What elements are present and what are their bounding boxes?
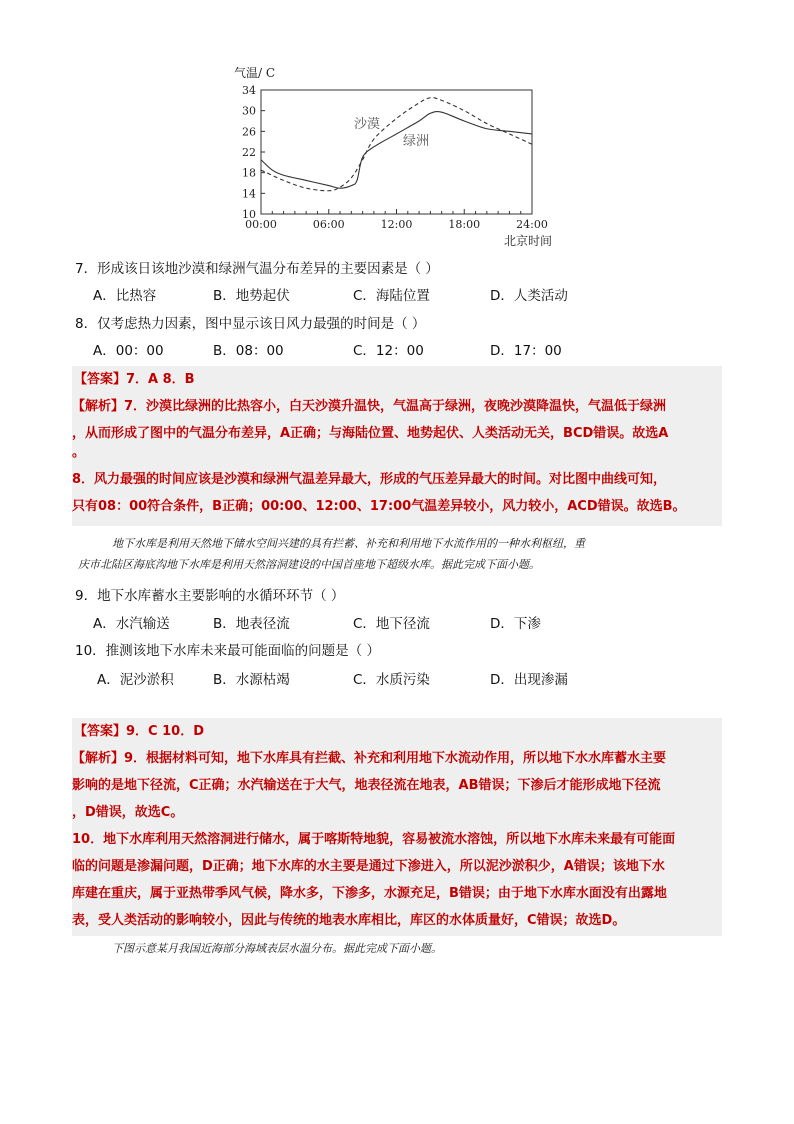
q10-option-a[interactable]: A．泥沙淤积 (97, 672, 174, 688)
temperature-chart (228, 60, 568, 255)
q8-option-b[interactable]: B．08：00 (213, 343, 284, 359)
analysis-line: 临的问题是渗漏问题，D正确；地下水库的水主要是通过下渗进入，所以泥沙淤积少，A错误；该地下水 (72, 859, 665, 874)
x-tick-label: 06:00 (312, 218, 345, 231)
y-tick-label: 22 (242, 146, 256, 159)
answer-7-8: 【答案】7．A 8．B (74, 372, 195, 387)
question-8: 8．仅考虑热力因素，图中显示该日风力最强的时间是（ ） (75, 316, 426, 332)
q8-option-c[interactable]: C．12：00 (353, 343, 424, 359)
q9-option-c[interactable]: C．地下径流 (353, 616, 430, 632)
analysis-line: 表，受人类活动的影响较小，因此与传统的地表水库相比，库区的水体质量好，C错误；故选D。 (72, 913, 626, 928)
answer-box-9-10 (72, 718, 722, 936)
q10-option-c[interactable]: C．水质污染 (353, 672, 430, 688)
x-axis-label: 北京时间 (504, 234, 553, 248)
plot-frame (261, 90, 532, 214)
x-tick-label: 24:00 (516, 218, 548, 231)
q10-option-b[interactable]: B．水源枯竭 (213, 672, 290, 688)
analysis-line: ，从而形成了图中的气温分布差异，A正确；与海陆位置、地势起伏、人类活动无关，BCD错误。故选A (72, 426, 669, 441)
y-tick-label: 30 (242, 104, 256, 118)
series-line-desert (261, 98, 532, 191)
y-ticks (242, 84, 265, 221)
q9-option-a[interactable]: A．水汽输送 (93, 616, 170, 632)
analysis-line: 【解析】7．沙漠比绿洲的比热容小，白天沙漠升温快，气温高于绿洲，夜晚沙漠降温快，气温低于绿洲 (72, 399, 667, 414)
y-axis-label: 气温/ C (234, 66, 276, 80)
series-layer (261, 98, 532, 191)
analysis-line: 8．风力最强的时间应该是沙漠和绿洲气温差异最大，形成的气压差异最大的时间。对比图中曲线可知， (72, 472, 667, 487)
series-label-desert: 沙漠 (354, 117, 381, 132)
question-10: 10．推测该地下水库未来最可能面临的问题是（ ） (75, 643, 380, 659)
question-7: 7．形成该日该地沙漠和绿洲气温分布差异的主要因素是（ ） (75, 261, 439, 277)
y-tick-label: 18 (242, 166, 256, 180)
analysis-line: 。 (72, 445, 86, 460)
x-tick-label: 18:00 (448, 218, 481, 231)
series-line-oasis (261, 112, 532, 189)
q7-option-b[interactable]: B．地势起伏 (213, 288, 290, 304)
x-tick-label: 12:00 (380, 218, 413, 231)
analysis-line: 库建在重庆，属于亚热带季风气候，降水多，下渗多，水源充足，B错误；由于地下水库水面没有出露地 (72, 886, 667, 901)
material-paragraph (78, 533, 728, 575)
answer-box-7-8 (72, 366, 722, 526)
q8-option-a[interactable]: A．00：00 (93, 343, 164, 359)
y-tick-label: 14 (242, 187, 256, 201)
answer-9-10: 【答案】9．C 10．D (74, 724, 204, 739)
x-ticks (245, 209, 548, 231)
y-tick-label: 34 (242, 84, 256, 97)
analysis-line: 只有08：00符合条件，B正确；00:00、12:00、17:00气温差异较小，风力较小，ACD错误。故选B。 (72, 499, 686, 514)
q9-option-b[interactable]: B．地表径流 (213, 616, 290, 632)
q7-option-d[interactable]: D．人类活动 (490, 288, 568, 304)
analysis-line: ，D错误，故选C。 (72, 805, 184, 820)
q8-option-d[interactable]: D．17：00 (490, 343, 562, 359)
series-label-oasis: 绿洲 (403, 134, 430, 149)
q7-option-a[interactable]: A．比热容 (93, 288, 157, 304)
y-tick-label: 26 (242, 125, 256, 139)
material-line: 地下水库是利用天然地下储水空间兴建的具有拦蓄、补充和利用地下水流作用的一种水利枢纽，重 (112, 537, 585, 550)
x-tick-label: 00:00 (245, 218, 277, 231)
analysis-line: 【解析】9．根据材料可知，地下水库具有拦截、补充和利用地下水流动作用，所以地下水水库蓄水主要 (72, 751, 667, 766)
question-9: 9．地下水库蓄水主要影响的水循环环节（ ） (75, 588, 345, 604)
y-tick-label: 10 (242, 208, 256, 221)
analysis-line: 10．地下水库利用天然溶洞进行储水，属于喀斯特地貌，容易被流水溶蚀，所以地下水库未来最有可能面 (72, 832, 676, 847)
material-paragraph-3: 下图示意某月我国近海部分海域表层水温分布。据此完成下面小题。 (112, 942, 442, 955)
analysis-line: 影响的是地下径流，C正确；水汽输送在于大气，地表径流在地表，AB错误；下渗后才能形成地下径流 (72, 778, 661, 793)
material-line: 庆市北陆区海底沟地下水库是利用天然溶洞建设的中国首座地下超级水库。据此完成下面小题。 (78, 558, 540, 571)
q7-option-c[interactable]: C．海陆位置 (353, 288, 430, 304)
q9-option-d[interactable]: D．下渗 (490, 616, 541, 632)
q10-option-d[interactable]: D．出现渗漏 (490, 672, 568, 688)
